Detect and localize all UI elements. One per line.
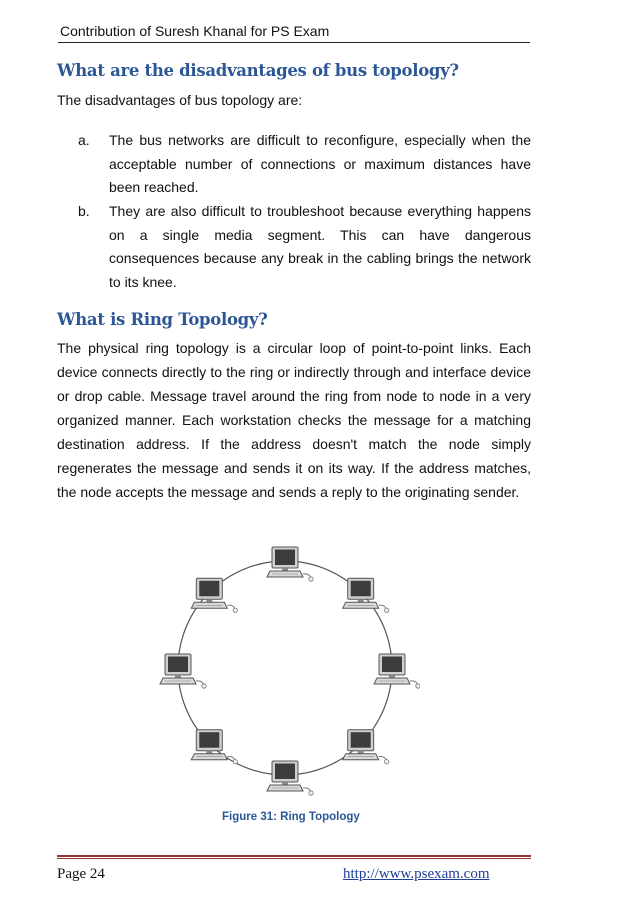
computer-workstation-icon bbox=[343, 730, 389, 764]
list-item-text: They are also difficult to troubleshoot because everything happens on a single media segment. This can have dangerous consequences because any break in the cabling brings the network to its knee. bbox=[109, 203, 531, 290]
list-item bbox=[78, 129, 531, 200]
footer-divider bbox=[57, 855, 531, 857]
running-header: Contribution of Suresh Khanal for PS Exam bbox=[60, 23, 330, 39]
list-item-text: The bus networks are difficult to reconfigure, especially when the acceptable number of connections or maximum distances have been reached. bbox=[109, 132, 531, 195]
list-marker: a. bbox=[78, 132, 90, 148]
heading-ring-topology: What is Ring Topology? bbox=[57, 310, 268, 329]
figure-caption: Figure 31: Ring Topology bbox=[222, 811, 360, 823]
computer-workstation-icon bbox=[191, 578, 237, 612]
website-link[interactable]: http://www.psexam.com bbox=[343, 866, 490, 882]
heading-bus-disadvantages: What are the disadvantages of bus topology? bbox=[57, 61, 459, 80]
header-divider bbox=[58, 42, 530, 43]
computer-workstation-icon bbox=[267, 547, 313, 581]
list-item bbox=[78, 200, 531, 294]
bus-intro-text: The disadvantages of bus topology are: bbox=[57, 92, 303, 108]
list-marker: b. bbox=[78, 203, 90, 219]
ring-topology-paragraph: The physical ring topology is a circular loop of point-to-point links. Each device connects directly to the ring or indirectly through and interface device or drop cable. Message travel around the ring from node to node in a very organized manner. Each workstation checks the message for a matching destination address. If the address doesn't match the node simply regenerates the message and sends it on its way. If the address matches, the node accepts the message and sends a reply to the originating sender. bbox=[57, 340, 531, 500]
ring-topology-figure bbox=[150, 537, 420, 807]
page-number: Page 24 bbox=[57, 866, 105, 882]
computer-workstation-icon bbox=[374, 654, 420, 688]
computer-workstation-icon bbox=[160, 654, 206, 688]
computer-workstation-icon bbox=[267, 761, 313, 795]
computer-workstation-icon bbox=[343, 578, 389, 612]
computer-workstation-icon bbox=[191, 730, 237, 764]
footer-divider-thin bbox=[57, 858, 531, 859]
